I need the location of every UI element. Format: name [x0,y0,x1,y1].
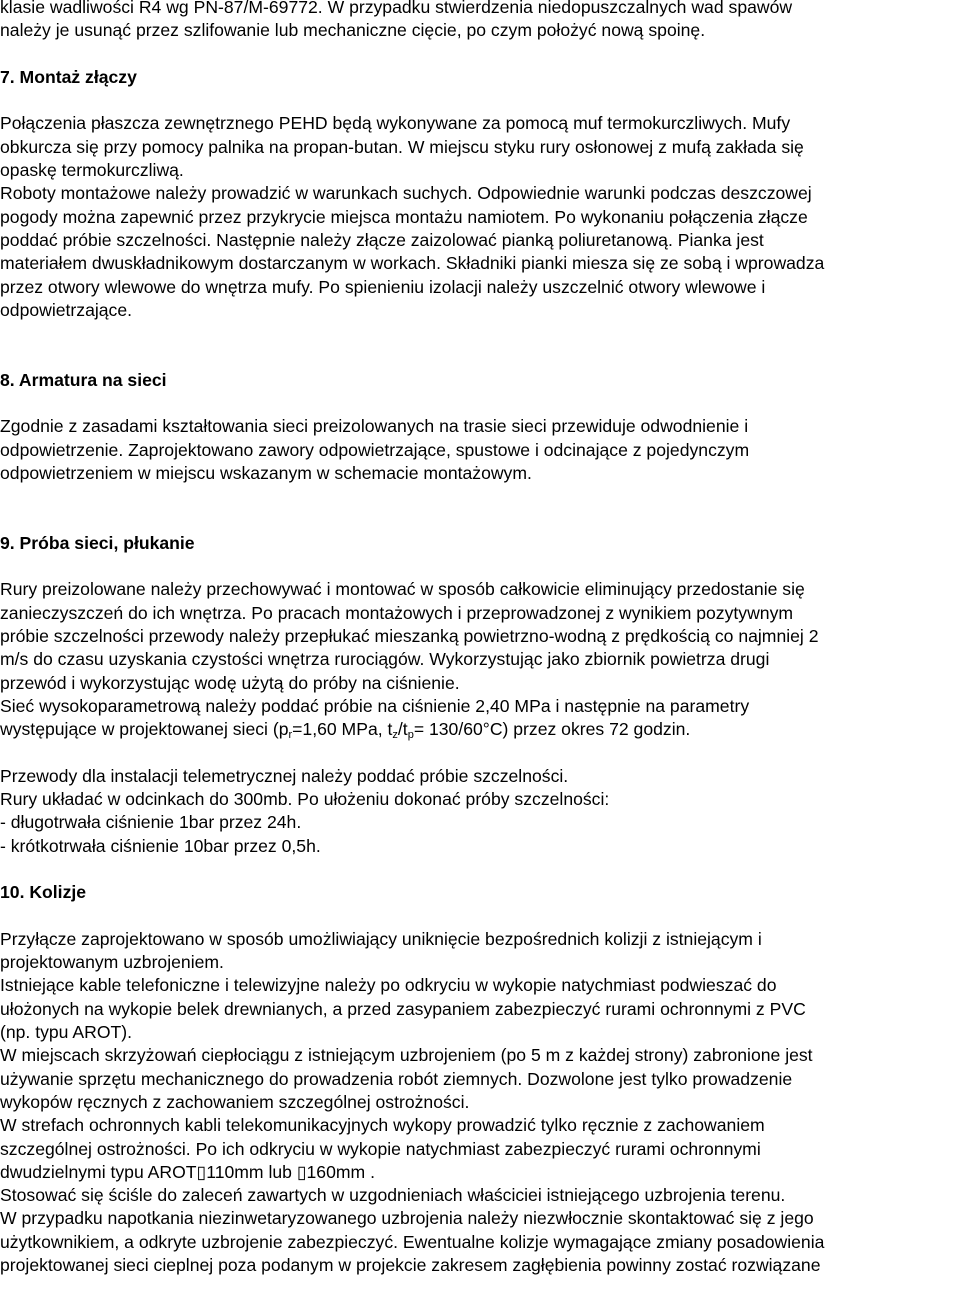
text-line: Rury układać w odcinkach do 300mb. Po ułożeniu dokonać próby szczelności: [0,789,610,810]
text-line: wykopów ręcznych z zachowaniem szczególnej ostrożności. [0,1091,470,1112]
text-line: Przewody dla instalacji telemetrycznej należy poddać próbie szczelności. [0,765,569,786]
text-line: - długotrwała ciśnienie 1bar przez 24h. [0,812,302,833]
section-9 [0,532,960,858]
section-10 [0,881,960,1277]
section-heading: 9. Próba sieci, płukanie [0,532,195,553]
text-line: pogody można zapewnić przez przykrycie miejsca montażu namiotem. Po wykonaniu połączenia złącze [0,206,808,227]
text-line: projektowanej sieci cieplnej poza podanym w projekcie zakresem zagłębienia powinny zostać rozwiązane [0,1255,821,1276]
section-heading: 10. Kolizje [0,882,87,903]
text-line: Stosować się ściśle do zaleceń zawartych w uzgodnieniach właściciei istniejącego uzbrojenia terenu. [0,1185,786,1206]
text-line: przez otwory wlewowe do wnętrza mufy. Po spienieniu izolacji należy uszczelnić otwory wlewowe i [0,276,766,297]
text-line: Istniejące kable telefoniczne i telewizyjne należy po odkryciu w wykopie natychmiast podwieszać do [0,975,777,996]
text-line: W miejscach skrzyżowań ciepłociągu z istniejącym uzbrojeniem (po 5 m z każdej strony) zabronione jest [0,1045,813,1066]
section-7 [0,66,960,322]
text-line: odpowietrzeniem w miejscu wskazanym w schemacie montażowym. [0,462,532,483]
text-line: zanieczyszczeń do ich wnętrza. Po pracach montażowych i przeprowadzonej z wynikiem pozytywnym [0,602,794,623]
section-8 [0,369,960,485]
text-line: szczególnej ostrożności. Po ich odkryciu w wykopie natychmiast zabezpieczyć rurami ochronnymi [0,1138,761,1159]
text-line: materiałem dwuskładnikowym dostarczanym w workach. Składniki pianki miesza się ze sobą i wprowadza [0,253,825,274]
text-line: odpowietrzające. [0,299,133,320]
text-line: Sieć wysokoparametrową należy poddać próbie na ciśnienie 2,40 MPa i następnie na parametry [0,695,750,716]
text-line: (np. typu AROT). [0,1022,132,1043]
text-line: Przyłącze zaprojektowano w sposób umożliwiający uniknięcie bezpośrednich kolizji z istniejącym i [0,928,762,949]
text-line: obkurcza się przy pomocy palnika na propan-butan. W miejscu styku rury osłonowej z mufą zakłada się [0,136,804,157]
text-line: dwudzielnymi typu AROT▯110mm lub ▯160mm . [0,1161,375,1182]
text-line: Rury preizolowane należy przechowywać i montować w sposób całkowicie eliminujący przedostanie się [0,579,805,600]
text-line: W strefach ochronnych kabli telekomunikacyjnych wykopy prowadzić tylko ręcznie z zachowaniem [0,1115,765,1136]
text-line: Połączenia płaszcza zewnętrznego PEHD będą wykonywane za pomocą muf termokurczliwych. Mufy [0,113,791,134]
text-line: należy je usunąć przez szlifowanie lub mechaniczne cięcie, po czym położyć nową spoinę. [0,20,706,41]
text-line: klasie wadliwości R4 wg PN-87/M-69772. W przypadku stwierdzenia niedopuszczalnych wad spawów [0,0,793,17]
text-line: odpowietrzenie. Zaprojektowano zawory odpowietrzające, spustowe i odcinające z pojedynczym [0,439,750,460]
text-line: ułożonych na wykopie belek drewnianych, a przed zasypaniem zabezpieczyć rurami ochronnymi z PVC [0,998,806,1019]
text-line: Roboty montażowe należy prowadzić w warunkach suchych. Odpowiednie warunki podczas deszczowej [0,183,812,204]
text-line: projektowanym uzbrojeniem. [0,952,224,973]
text-line: przewód i wykorzystując wodę użytą do próby na ciśnienie. [0,672,460,693]
text-line: W przypadku napotkania niezinwetaryzowanego uzbrojenia należy niezwłocznie skontaktować się z jego [0,1208,814,1229]
text-line: użytkownikiem, a odkryte uzbrojenie zabezpieczyć. Ewentualne kolizje wymagające zmiany posadowienia [0,1231,825,1252]
section-heading: 7. Montaż złączy [0,66,137,87]
section-heading: 8. Armatura na sieci [0,369,167,390]
text-line: m/s do czasu uzyskania czystości wnętrza rurociągów. Wykorzystując jako zbiornik powietrza drugi [0,649,770,670]
text-line: poddać próbie szczelności. Następnie należy złącze zaizolować pianką poliuretanową. Pianka jest [0,229,764,250]
text-line: opaskę termokurczliwą. [0,160,184,181]
text-line: próbie szczelności przewody należy przepłukać mieszanką powietrzno-wodną z prędkością co najmniej 2 [0,626,819,647]
text-line: używanie sprzętu mechanicznego do prowadzenia robót ziemnych. Dozwolone jest tylko prowadzenie [0,1068,793,1089]
intro-paragraph [0,0,960,43]
parameters-line: występujące w projektowanej sieci ($p_r=1,60$ MPa, $t_z/t_p= 130/60^\circ C$) przez okres 72 godzin. [0,719,691,742]
text-line: Zgodnie z zasadami kształtowania sieci preizolowanych na trasie sieci przewiduje odwodnienie i [0,416,749,437]
text-line: - krótkotrwała ciśnienie 10bar przez 0,5h. [0,835,321,856]
